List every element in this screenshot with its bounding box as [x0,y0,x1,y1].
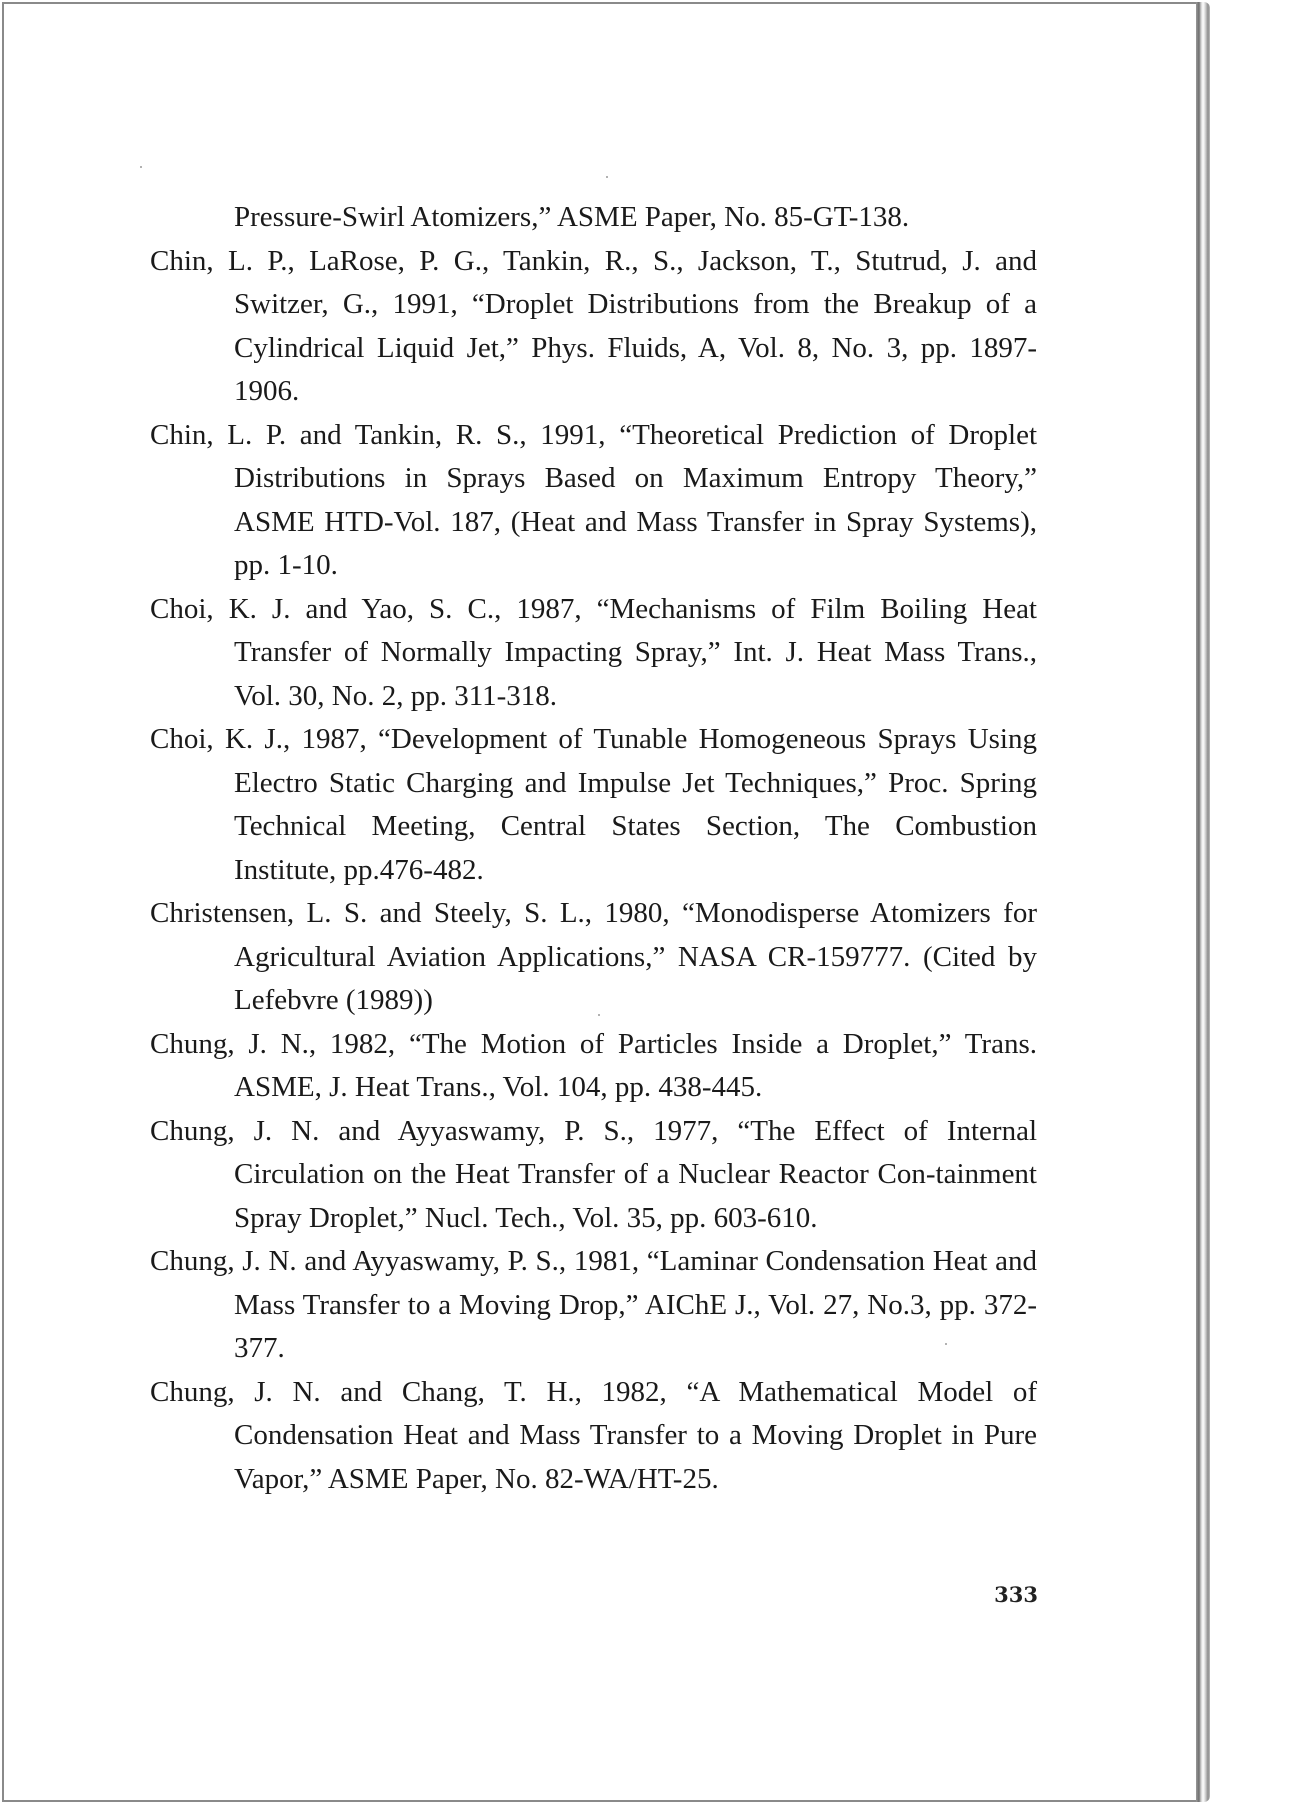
reference-entry: Chung, J. N., 1982, “The Motion of Particles Inside a Droplet,” Trans. ASME, J. Heat Trans., Vol. 104, pp. 438-445. [150,1027,1037,1103]
page-edge-shadow [1196,2,1210,1802]
reference-entry: Chin, L. P. and Tankin, R. S., 1991, “Theoretical Prediction of Droplet Distributions in Sprays Based on Maximum Entropy Theory,” ASME HTD-Vol. 187, (Heat and Mass Transfer in Spray Systems), pp. 1-10. [150,418,1037,581]
reference-entry: Christensen, L. S. and Steely, S. L., 1980, “Monodisperse Atomizers for Agricultural Aviation Applications,” NASA CR-159777. (Cited by Lefebvre (1989)) [150,897,1037,1016]
scan-speck [606,176,608,178]
reference-list [150,196,1037,1501]
reference-entry: Chung, J. N. and Chang, T. H., 1982, “A Mathematical Model of Condensation Heat and Mass Transfer to a Moving Droplet in Pure Vapor,” ASME Paper, No. 82-WA/HT-25. [150,1375,1037,1495]
reference-entry: Chung, J. N. and Ayyaswamy, P. S., 1977, “The Effect of Internal Circulation on the Heat Transfer of a Nuclear Reactor Con-tainment Spray Droplet,” Nucl. Tech., Vol. 35, pp. 603-610. [150,1114,1037,1234]
reference-entry: Chin, L. P., LaRose, P. G., Tankin, R., S., Jackson, T., Stutrud, J. and Switzer, G., 1991, “Droplet Distributions from the Breakup of a Cylindrical Liquid Jet,” Phys. Fluids, A, Vol. 8, No. 3, pp. 1897-1906. [150,244,1037,407]
reference-entry-continuation: Pressure-Swirl Atomizers,” ASME Paper, No. 85-GT-138. [234,201,910,233]
reference-entry: Choi, K. J. and Yao, S. C., 1987, “Mechanisms of Film Boiling Heat Transfer of Normally Impacting Spray,” Int. J. Heat Mass Trans., Vol. 30, No. 2, pp. 311-318. [150,592,1037,712]
scan-speck [140,166,142,168]
reference-entry: Choi, K. J., 1987, “Development of Tunable Homogeneous Sprays Using Electro Static Charging and Impulse Jet Techniques,” Proc. Spring Technical Meeting, Central States Section, The Combustion Institute, pp.476-482. [150,723,1037,886]
reference-entry: Chung, J. N. and Ayyaswamy, P. S., 1981, “Laminar Condensation Heat and Mass Transfer to a Moving Drop,” AIChE J., Vol. 27, No.3, pp. 372-377. [150,1245,1037,1364]
page-number: 333 [994,1582,1038,1607]
